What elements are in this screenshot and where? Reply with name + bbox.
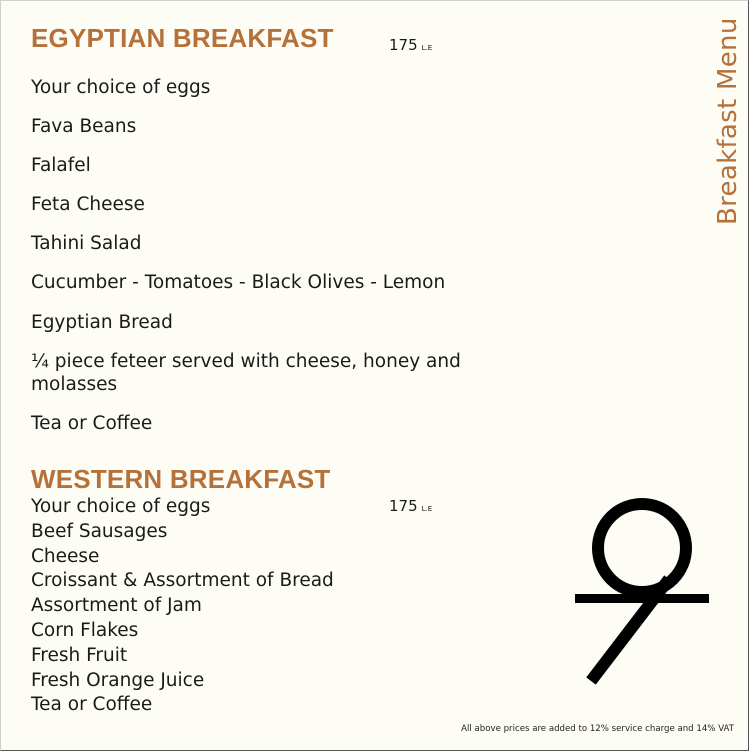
menu-item: Falafel [31,155,91,176]
egyptian-breakfast-price: 175 L.E [389,36,433,54]
menu-item: Fresh Fruit [31,644,128,666]
menu-item: Fresh Orange Juice [31,669,205,691]
menu-item: Feta Cheese [31,194,145,215]
menu-item: Croissant & Assortment of Bread [31,570,334,592]
menu-item: Your choice of eggs [31,496,211,517]
menu-item: ¼ piece feteer served with cheese, honey and molasses [31,351,461,395]
menu-item: Corn Flakes [31,619,139,641]
menu-item: Tea or Coffee [31,413,153,434]
ankh-logo-icon [573,495,711,685]
menu-item: Egyptian Bread [31,312,173,333]
menu-item: Your choice of eggs [31,77,211,98]
breakfast-menu-vertical-title: Breakfast Menu [713,17,743,225]
western-breakfast-title: WESTERN BREAKFAST [31,464,331,494]
menu-item: Tahini Salad [31,233,142,254]
menu-item: Tea or Coffee [31,694,153,716]
egyptian-breakfast-title: EGYPTIAN BREAKFAST [31,23,334,53]
western-breakfast-list [31,495,334,718]
footer-note: All above prices are added to 12% service charge and 14% VAT [461,724,734,734]
menu-item: Beef Sausages [31,520,168,542]
western-breakfast-price: 175 L.E [389,497,433,515]
menu-item: Assortment of Jam [31,595,202,617]
menu-item: Fava Beans [31,116,137,137]
menu-item: Cucumber - Tomatoes - Black Olives - Lemon [31,272,446,293]
menu-item: Cheese [31,545,100,567]
